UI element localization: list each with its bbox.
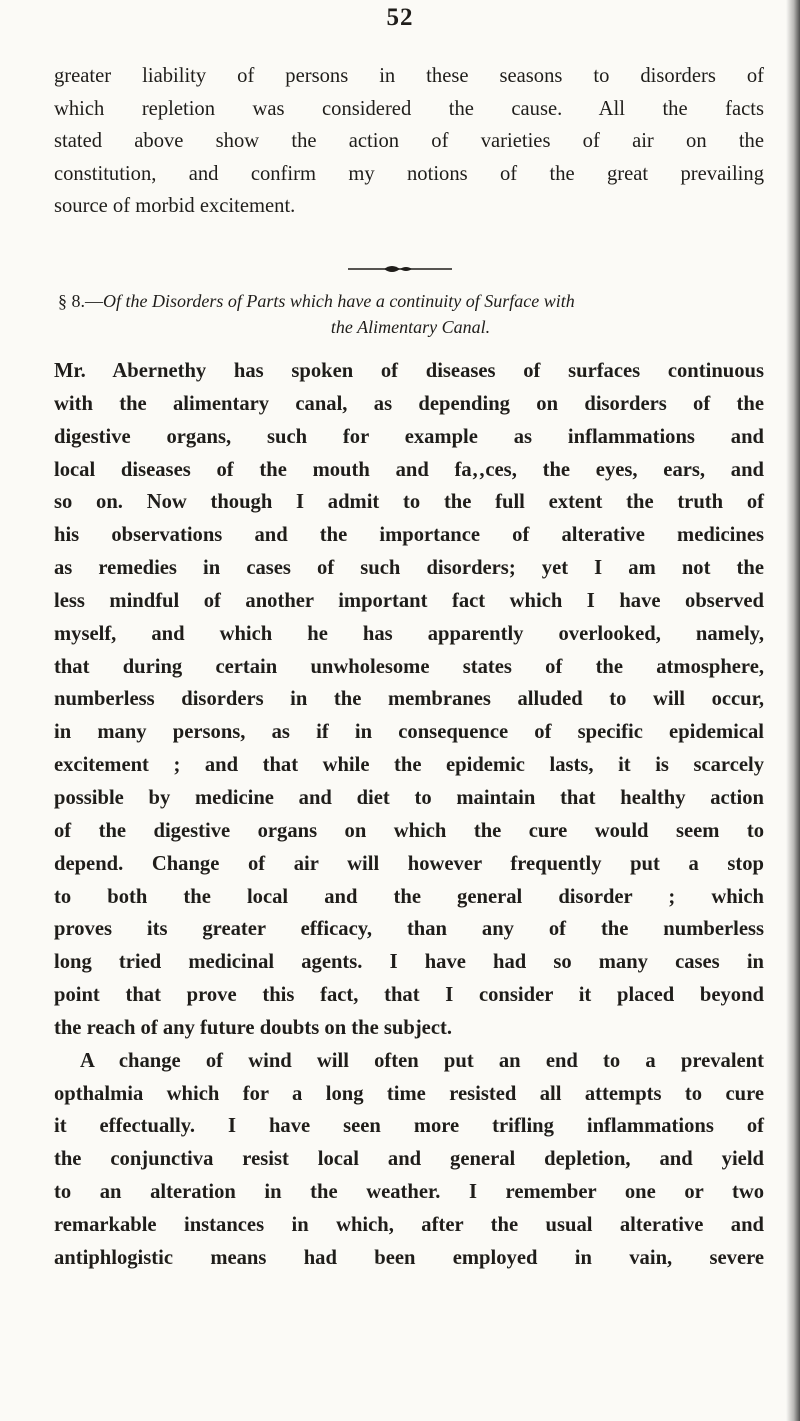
- text-line: local diseases of the mouth and fa‚‚ces, the eyes, ears, and: [54, 458, 764, 481]
- text-line: his observations and the importance of alterative medicines: [54, 524, 764, 547]
- text-line: proves its greater efficacy, than any of the numberless: [54, 918, 764, 941]
- text-line: to both the local and the general disorder ; which: [54, 885, 764, 908]
- text-line: remarkable instances in which, after the usual alterative and: [54, 1213, 764, 1236]
- text-line: greater liability of persons in these seasons to disorders of: [54, 65, 764, 87]
- text-line: as remedies in cases of such disorders; yet I am not the: [54, 557, 764, 580]
- text-line: source of morbid excitement.: [54, 195, 296, 218]
- section-number: § 8.—: [58, 291, 103, 311]
- text-line: myself, and which he has apparently overlooked, namely,: [54, 622, 764, 645]
- page-edge-shadow: [786, 0, 800, 1421]
- section-title: Of the Disorders of Parts which have a continuity of Surface with: [103, 291, 575, 311]
- text-line: less mindful of another important fact which I have observed: [54, 589, 764, 612]
- text-line: long tried medicinal agents. I have had so many cases in: [54, 951, 764, 974]
- text-line: Mr. Abernethy has spoken of diseases of surfaces continuous: [54, 360, 764, 382]
- section-title-continued: the Alimentary Canal.: [330, 317, 491, 337]
- text-line: numberless disorders in the membranes alluded to will occur,: [54, 688, 764, 711]
- page-number: 52: [386, 4, 414, 31]
- text-line: in many persons, as if in consequence of specific epidemical: [54, 721, 764, 744]
- rule-ornament-icon: [340, 262, 460, 276]
- section-heading: [58, 288, 763, 340]
- text-line: A change of wind will often put an end to a prevalent: [80, 1049, 764, 1072]
- text-line: opthalmia which for a long time resisted all attempts to cure: [54, 1082, 764, 1105]
- text-line: the reach of any future doubts on the subject.: [54, 1016, 452, 1039]
- text-line: constitution, and confirm my notions of the great prevailing: [54, 162, 764, 185]
- section-heading-line-1: [58, 288, 763, 314]
- body-text: [54, 355, 764, 1275]
- text-line: excitement ; and that while the epidemic lasts, it is scarcely: [54, 754, 764, 777]
- text-line: that during certain unwholesome states of the atmosphere,: [54, 655, 764, 678]
- text-line: which repletion was considered the cause. All the facts: [54, 97, 764, 120]
- paragraph-continued: [54, 60, 764, 223]
- text-line: with the alimentary canal, as depending on disorders of the: [54, 392, 764, 415]
- text-line: point that prove this fact, that I consider it placed beyond: [54, 984, 764, 1007]
- text-line: possible by medicine and diet to maintain that healthy action: [54, 786, 764, 809]
- text-line: depend. Change of air will however frequently put a stop: [54, 852, 764, 875]
- text-line: it effectually. I have seen more trifling inflammations of: [54, 1115, 764, 1138]
- text-line: to an alteration in the weather. I remember one or two: [54, 1181, 764, 1204]
- text-line: stated above show the action of varieties of air on the: [54, 130, 764, 153]
- text-line: antiphlogistic means had been employed in vain, severe: [54, 1246, 764, 1269]
- text-line: the conjunctiva resist local and general depletion, and yield: [54, 1148, 764, 1171]
- text-line: of the digestive organs on which the cure would seem to: [54, 819, 764, 842]
- text-line: digestive organs, such for example as inflammations and: [54, 425, 764, 448]
- text-line: so on. Now though I admit to the full extent the truth of: [54, 491, 764, 514]
